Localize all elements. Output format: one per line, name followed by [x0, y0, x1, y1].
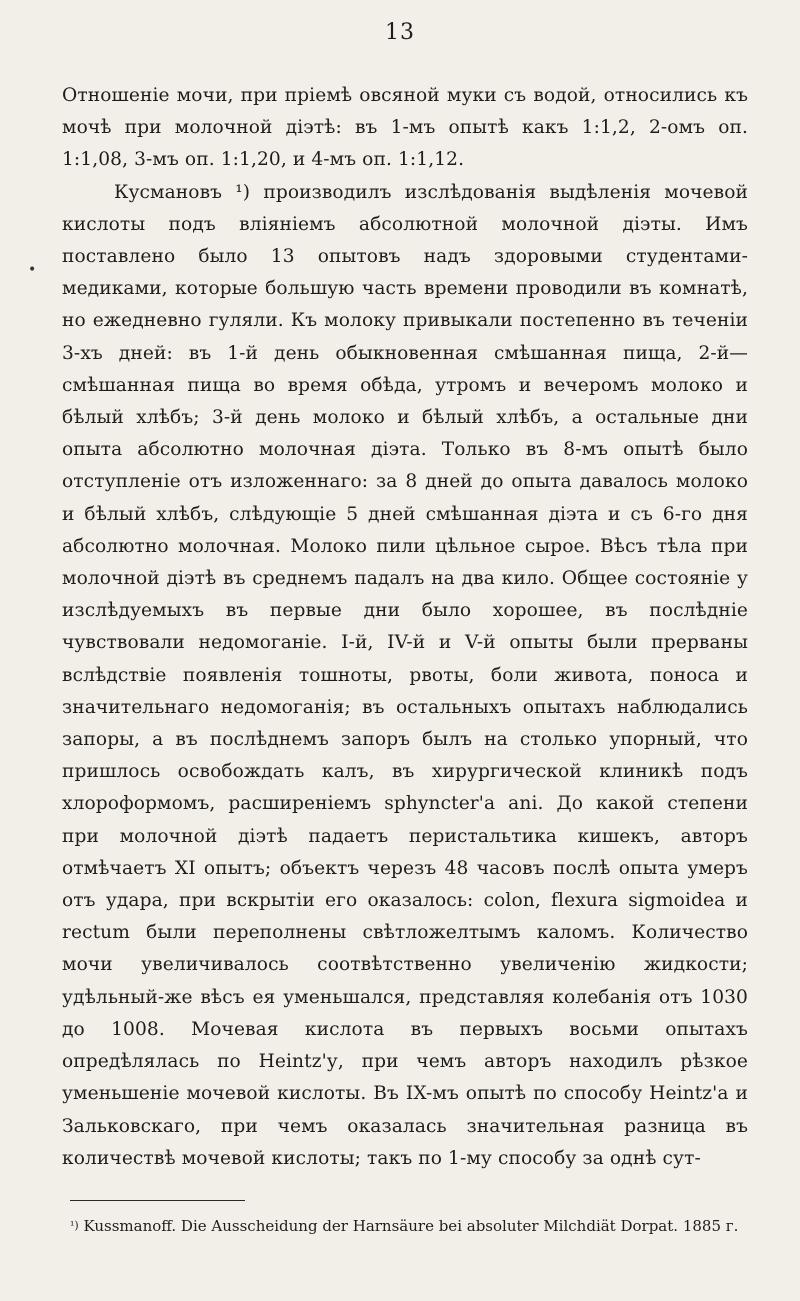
body-text — [62, 80, 748, 1175]
margin-mark: • — [28, 262, 37, 278]
footnote-text: Kussmanoff. Die Ausscheidung der Harnsäure bei absoluter Milchdiät Dorpat. 1885 г. — [83, 1217, 739, 1235]
page-number: 13 — [385, 20, 415, 45]
paragraph-2: Кусмановъ ¹) производилъ изслѣдованія выдѣленія мочевой кислоты подъ вліяніемъ абсолютной молочной діэты. Имъ поставлено было 13 опытовъ надъ здоровыми студентами-медиками, которые большую часть времени проводили въ комнатѣ, но ежедневно гуляли. Къ молоку привыкали постепенно въ теченіи 3-хъ дней: въ 1-й день обыкновенная смѣшанная пища, 2-й—смѣшанная пища во время обѣда, утромъ и вечеромъ молоко и бѣлый хлѣбъ; 3-й день молоко и бѣлый хлѣбъ, а остальные дни опыта абсолютно молочная діэта. Только въ 8-мъ опытѣ было отступленіе отъ изложеннаго: за 8 дней до опыта давалось молоко и бѣлый хлѣбъ, слѣдующіе 5 дней смѣшанная діэта и съ 6-го дня абсолютно молочная. Молоко пили цѣльное сырое. Вѣсъ тѣла при молочной діэтѣ въ среднемъ падалъ на два кило. Общее состояніе у изслѣдуемыхъ въ первые дни было хорошее, въ послѣдніе чувствовали недомоганіе. І-й, IV-й и V-й опыты были прерваны вслѣдствіе появленія тошноты, рвоты, боли живота, поноса и значительнаго недомоганія; въ остальныхъ опытахъ наблюдались запоры, а въ послѣднемъ запоръ былъ на столько упорный, что пришлось освобождать калъ, въ хирургической клиникѣ подъ хлороформомъ, расширеніемъ sphyncter'a ani. До какой степени при молочной діэтѣ падаетъ перистальтика кишекъ, авторъ отмѣчаетъ XI опытъ; объектъ черезъ 48 часовъ послѣ опыта умеръ отъ удара, при вскрытіи его оказалось: colon, flexura sigmoidea и rectum были переполнены свѣтложелтымъ каломъ. Количество мочи увеличивалось соотвѣтственно увеличенію жидкости; удѣльный-же вѣсъ ея уменьшался, представляя колебанія отъ 1030 до 1008. Мочевая кислота въ первыхъ восьми опытахъ опредѣлялась по Heintz'у, при чемъ авторъ находилъ рѣзкое уменьшеніе мочевой кислоты. Въ IX-мъ опытѣ по способу Heintz'a и Зальковскаго, при чемъ оказалась значительная разница въ количествѣ мочевой кислоты; такъ по 1-му способу за однѣ сут- — [62, 181, 748, 1169]
footnote — [70, 1214, 748, 1238]
footnote-mark: ¹) — [70, 1219, 79, 1232]
footnote-separator — [70, 1200, 245, 1201]
paragraph-1: Отношеніе мочи, при пріемѣ овсяной муки съ водой, относились къ мочѣ при молочной діэтѣ: въ 1-мъ опытѣ какъ 1:1,2, 2-омъ оп. 1:1,08, 3-мъ оп. 1:1,20, и 4-мъ оп. 1:1,12. — [62, 85, 748, 171]
